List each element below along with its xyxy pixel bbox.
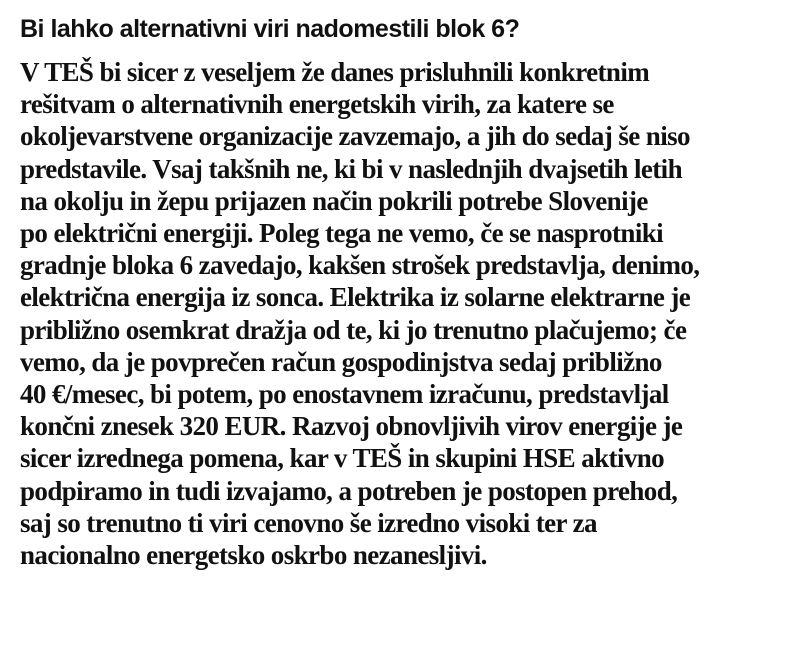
body-line: vemo, da je povprečen račun gospodinjstva sedaj približno bbox=[20, 346, 662, 377]
body-line: po električni energiji. Poleg tega ne vemo, če se nasprotniki bbox=[20, 218, 664, 249]
body-line: približno osemkrat dražja od te, ki jo trenutno plačujemo; če bbox=[20, 314, 687, 345]
body-line: 40 €/mesec, bi potem, po enostavnem izračunu, predstavljal bbox=[20, 379, 669, 410]
body-line: električna energija iz sonca. Elektrika iz solarne elektrarne je bbox=[20, 282, 691, 313]
article bbox=[20, 14, 780, 571]
article-title: Bi lahko alternativni viri nadomestili blok 6? bbox=[20, 15, 520, 43]
body-line: saj so trenutno ti viri cenovno še izredno visoki ter za bbox=[20, 507, 597, 538]
body-line: končni znesek 320 EUR. Razvoj obnovljivih virov energije je bbox=[20, 411, 683, 442]
body-line: podpiramo in tudi izvajamo, a potreben je postopen prehod, bbox=[20, 475, 678, 506]
body-line: okoljevarstvene organizacije zavzemajo, a jih do sedaj še niso bbox=[20, 121, 690, 152]
body-line: predstavile. Vsaj takšnih ne, ki bi v naslednjih dvajsetih letih bbox=[20, 153, 682, 184]
body-line: na okolju in žepu prijazen način pokrili potrebe Slovenije bbox=[20, 185, 648, 216]
body-line: nacionalno energetsko oskrbo nezanesljivi. bbox=[20, 540, 487, 571]
article-body bbox=[20, 56, 780, 571]
body-line: V TEŠ bi sicer z veseljem že danes prisluhnili konkretnim bbox=[20, 57, 650, 87]
body-line: rešitvam o alternativnih energetskih virih, za katere se bbox=[20, 89, 614, 120]
body-line: gradnje bloka 6 zavedajo, kakšen strošek predstavlja, denimo, bbox=[20, 250, 700, 281]
body-line: sicer izrednega pomena, kar v TEŠ in skupini HSE aktivno bbox=[20, 443, 665, 474]
